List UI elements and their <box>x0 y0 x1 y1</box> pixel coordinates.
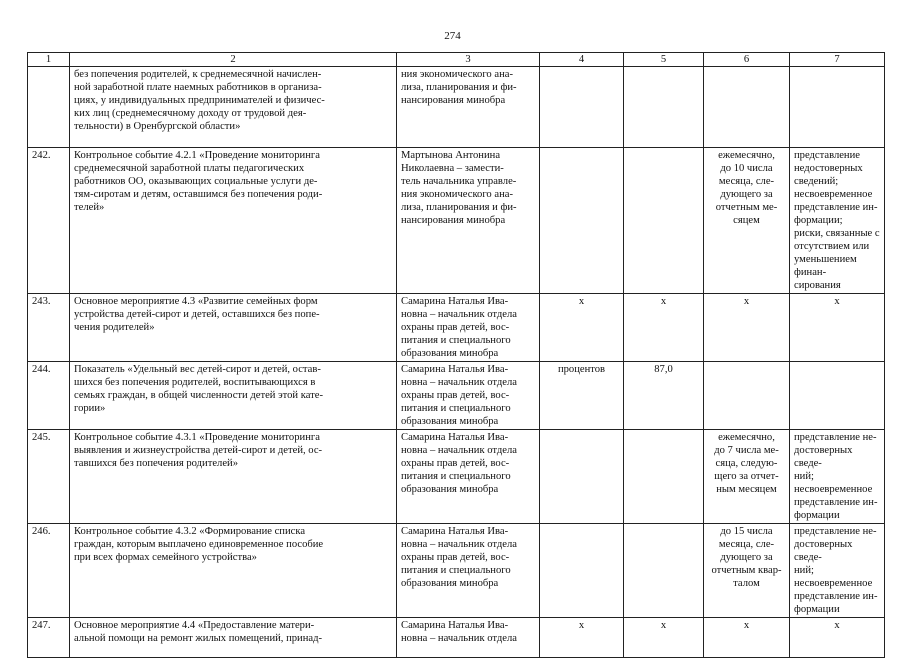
row-value <box>624 524 704 618</box>
row-unit <box>540 430 624 524</box>
row-risks: х <box>790 294 885 362</box>
row-name: Основное мероприятие 4.4 «Предоставление матери- альной помощи на ремонт жилых помещений, принад- <box>70 618 397 658</box>
table-row <box>28 618 885 658</box>
row-name: Контрольное событие 4.3.1 «Проведение мониторинга выявления и жизнеустройства детей-сирот и детей, ос- тавшихся без попечения родителей» <box>70 430 397 524</box>
row-number: 243. <box>28 294 70 362</box>
row-term <box>704 362 790 430</box>
row-value <box>624 67 704 148</box>
row-unit <box>540 524 624 618</box>
row-risks <box>790 362 885 430</box>
row-number: 242. <box>28 148 70 294</box>
column-header: 6 <box>704 53 790 67</box>
row-risks: представление не- достоверных сведе- ний; несвоевременное представление ин- формации <box>790 524 885 618</box>
row-term: до 15 числа месяца, сле- дующего за отчетным квар- талом <box>704 524 790 618</box>
row-number <box>28 67 70 148</box>
row-term: х <box>704 618 790 658</box>
table-row <box>28 524 885 618</box>
row-term: х <box>704 294 790 362</box>
row-name: Контрольное событие 4.2.1 «Проведение мониторинга среднемесячной заработной платы педагогических работников ОО, оказывающих социальные услуги де- тям-сиротам и детям, оставшимся без попечения роди- телей» <box>70 148 397 294</box>
table-row <box>28 430 885 524</box>
row-term: ежемесячно, до 7 числа ме- сяца, следую- щего за отчет- ным месяцем <box>704 430 790 524</box>
table-row <box>28 294 885 362</box>
row-unit: х <box>540 294 624 362</box>
row-number: 244. <box>28 362 70 430</box>
row-name: Показатель «Удельный вес детей-сирот и детей, остав- шихся без попечения родителей, воспитывающихся в семьях граждан, в общей численности детей этой кате- гории» <box>70 362 397 430</box>
row-term <box>704 67 790 148</box>
column-header: 7 <box>790 53 885 67</box>
column-header: 2 <box>70 53 397 67</box>
column-header: 5 <box>624 53 704 67</box>
row-name: Основное мероприятие 4.3 «Развитие семейных форм устройства детей-сирот и детей, оставшихся без попе- чения родителей» <box>70 294 397 362</box>
page-number: 274 <box>444 30 461 42</box>
row-unit: х <box>540 618 624 658</box>
row-unit: процентов <box>540 362 624 430</box>
row-value <box>624 430 704 524</box>
column-header: 4 <box>540 53 624 67</box>
row-risks <box>790 67 885 148</box>
row-responsible: Самарина Наталья Ива- новна – начальник отдела охраны прав детей, вос- питания и специального образования минобра <box>397 362 540 430</box>
row-name: без попечения родителей, к среднемесячной начислен- ной заработной плате наемных работников в организа- циях, у индивидуальных предпринимателей и физичес- ких лиц (среднемесячному доходу от трудовой дея- тельности) в Оренбургской области» <box>70 67 397 148</box>
row-risks: х <box>790 618 885 658</box>
table-row <box>28 148 885 294</box>
row-risks: представление недостоверных сведений; несвоевременное представление ин- формации; риски, связанные с отсутствием или уменьшением финан- сирования <box>790 148 885 294</box>
plan-table <box>27 52 885 658</box>
column-number-row <box>28 53 885 67</box>
row-term: ежемесячно, до 10 числа месяца, сле- дующего за отчетным ме- сяцем <box>704 148 790 294</box>
row-number: 246. <box>28 524 70 618</box>
table-row <box>28 67 885 148</box>
row-responsible: Самарина Наталья Ива- новна – начальник отдела охраны прав детей, вос- питания и специального образования минобра <box>397 524 540 618</box>
column-header: 3 <box>397 53 540 67</box>
row-unit <box>540 67 624 148</box>
row-responsible: Самарина Наталья Ива- новна – начальник отдела <box>397 618 540 658</box>
row-responsible: Самарина Наталья Ива- новна – начальник отдела охраны прав детей, вос- питания и специального образования минобра <box>397 294 540 362</box>
row-responsible: ния экономического ана- лиза, планирования и фи- нансирования минобра <box>397 67 540 148</box>
row-unit <box>540 148 624 294</box>
row-value: 87,0 <box>624 362 704 430</box>
row-number: 247. <box>28 618 70 658</box>
row-name: Контрольное событие 4.3.2 «Формирование списка граждан, которым выплачено единовременное пособие при всех формах семейного устройства» <box>70 524 397 618</box>
row-value: х <box>624 294 704 362</box>
row-risks: представление не- достоверных сведе- ний; несвоевременное представление ин- формации <box>790 430 885 524</box>
table-row <box>28 362 885 430</box>
row-responsible: Мартынова Антонина Николаевна – замести- тель начальника управле- ния экономического ана- лиза, планирования и фи- нансирования минобра <box>397 148 540 294</box>
row-value <box>624 148 704 294</box>
row-number: 245. <box>28 430 70 524</box>
column-header: 1 <box>28 53 70 67</box>
row-responsible: Самарина Наталья Ива- новна – начальник отдела охраны прав детей, вос- питания и специального образования минобра <box>397 430 540 524</box>
row-value: х <box>624 618 704 658</box>
